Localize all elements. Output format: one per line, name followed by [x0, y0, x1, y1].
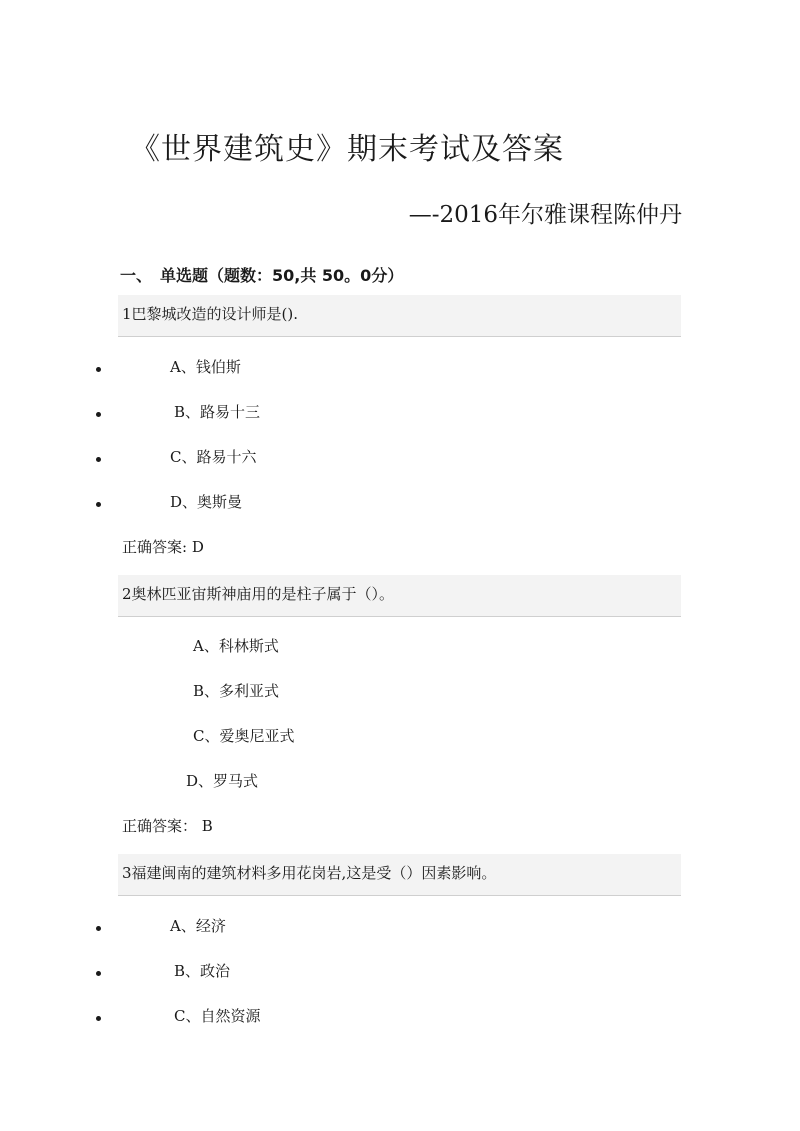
question-2-option-a: A、科林斯式 [193, 637, 279, 655]
bullet-icon [96, 457, 101, 462]
question-1-option-b: B、路易十三 [174, 403, 261, 421]
question-1-answer: 正确答案: D [122, 538, 204, 556]
question-2-option-c: C、爱奥尼亚式 [193, 727, 295, 745]
question-1-option-a: A、钱伯斯 [170, 358, 241, 376]
question-3-option-a: A、经济 [170, 917, 226, 935]
document-subtitle: —-2016年尔雅课程陈仲丹 [408, 202, 682, 228]
bullet-icon [96, 367, 101, 372]
bullet-icon [96, 1016, 101, 1021]
question-1 [118, 295, 681, 337]
bullet-icon [96, 971, 101, 976]
section-heading: 一、 单选题（题数：50,共 50。0分） [120, 266, 404, 285]
question-3 [118, 854, 681, 896]
question-1-option-c: C、路易十六 [170, 448, 257, 466]
question-3-option-b: B、政治 [174, 962, 231, 980]
question-2 [118, 575, 681, 617]
question-2-option-d: D、罗马式 [186, 772, 259, 790]
question-2-answer: 正确答案： B [122, 817, 213, 835]
bullet-icon [96, 926, 101, 931]
question-3-option-c: C、自然资源 [174, 1007, 261, 1025]
document-title: 《世界建筑史》期末考试及答案 [130, 132, 564, 167]
question-2-option-b: B、多利亚式 [193, 682, 280, 700]
question-3-text: 3福建闽南的建筑材料多用花岗岩,这是受（）因素影响。 [122, 864, 497, 882]
bullet-icon [96, 412, 101, 417]
question-2-text: 2奥林匹亚宙斯神庙用的是柱子属于（）。 [122, 585, 395, 603]
question-1-option-d: D、奥斯曼 [170, 493, 243, 511]
question-1-text: 1巴黎城改造的设计师是(). [122, 305, 299, 323]
bullet-icon [96, 502, 101, 507]
